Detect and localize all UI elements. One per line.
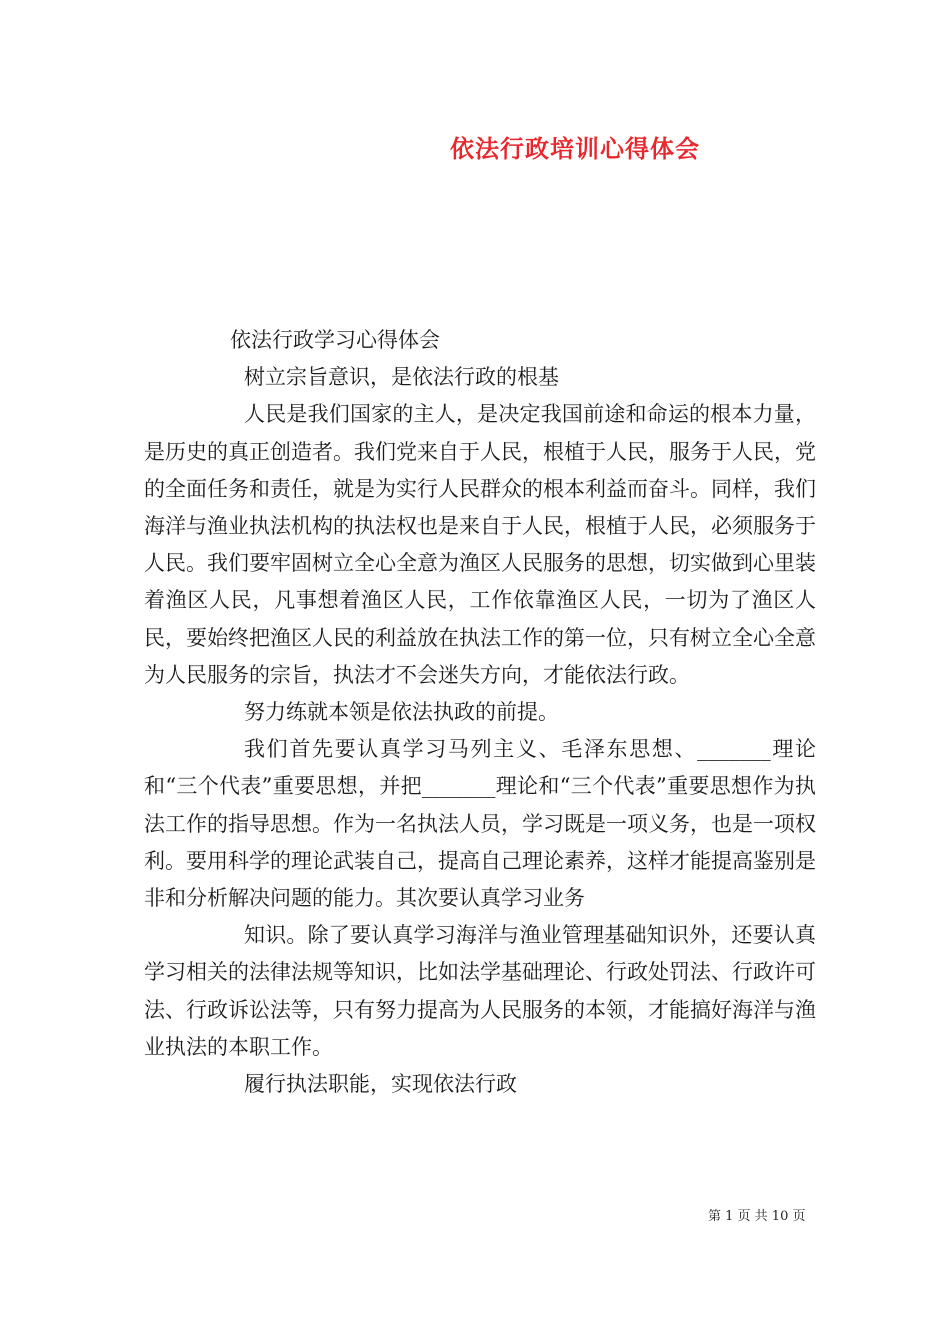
body-paragraph: 知识。除了要认真学习海洋与渔业管理基础知识外，还要认真学习相关的法律法规等知识，比如法学基础理论、行政处罚法、行政许可法、行政诉讼法等，只有努力提高为人民服务的本领，才能搞好海洋与渔业执法的本职工作。: [144, 923, 816, 1059]
section-heading: 履行执法职能，实现依法行政: [244, 1072, 517, 1097]
document-body: [144, 322, 816, 1103]
body-paragraph: 人民是我们国家的主人，是决定我国前途和命运的根本力量，是历史的真正创造者。我们党来自于人民，根植于人民，服务于人民，党的全面任务和责任，就是为实行人民群众的根本利益而奋斗。同样，我们海洋与渔业执法机构的执法权也是来自于人民，根植于人民，必须服务于人民。我们要牢固树立全心全意为渔区人民服务的思想，切实做到心里装着渔区人民，凡事想着渔区人民，工作依靠渔区人民，一切为了渔区人民，要始终把渔区人民的利益放在执法工作的第一位，只有树立全心全意为人民服务的宗旨，执法才不会迷失方向，才能依法行政。: [144, 402, 816, 687]
body-paragraph: 我们首先要认真学习马列主义、毛泽东思想、_______理论和“三个代表”重要思想，并把_______理论和“三个代表”重要思想作为执法工作的指导思想。作为一名执法人员，学习既是一项义务，也是一项权利。要用科学的理论武装自己，提高自己理论素养，这样才能提高鉴别是非和分析解决问题的能力。其次要认真学习业务: [144, 737, 816, 911]
page-number: 第 1 页 共 10 页: [708, 1209, 806, 1224]
section-heading: 努力练就本领是依法执政的前提。: [244, 700, 559, 725]
section-heading: 树立宗旨意识，是依法行政的根基: [244, 365, 559, 390]
document-title: 依法行政培训心得体会: [450, 134, 700, 163]
document-subtitle: 依法行政学习心得体会: [230, 328, 440, 352]
